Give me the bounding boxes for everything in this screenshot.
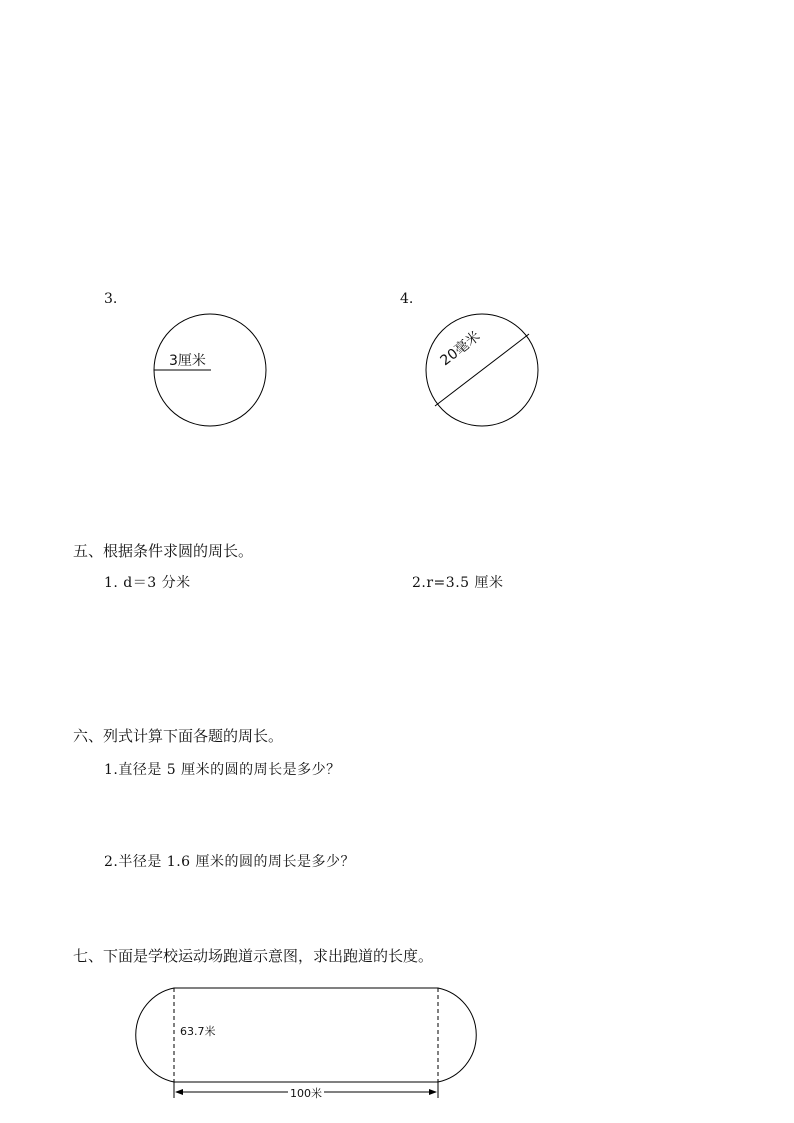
arrowhead-right	[429, 1089, 437, 1095]
section-5-item-1: 1. d＝3 分米	[104, 575, 191, 591]
radius-label: 3厘米	[169, 353, 206, 369]
section-6-item-1: 1.直径是 5 厘米的圆的周长是多少？	[104, 762, 341, 778]
section-5-heading: 五、根据条件求圆的周长。	[73, 542, 254, 560]
section-5-item-2: 2.r=3.5 厘米	[412, 575, 504, 591]
section-7-heading: 七、下面是学校运动场跑道示意图，求出跑道的长度。	[73, 947, 434, 965]
figure-3-number: 3.	[104, 291, 118, 307]
figure-4-number: 4.	[400, 291, 414, 307]
figure-4-circle	[424, 312, 544, 428]
track-length-label: 100米	[290, 1087, 322, 1100]
arrowhead-left	[175, 1089, 183, 1095]
figure-3-circle	[150, 312, 270, 428]
track-width-label: 63.7米	[180, 1025, 216, 1038]
section-6-heading: 六、列式计算下面各题的周长。	[73, 727, 284, 745]
diameter-label: 20毫米	[437, 328, 484, 370]
section-6-item-2: 2.半径是 1.6 厘米的圆的周长是多少？	[104, 854, 356, 870]
